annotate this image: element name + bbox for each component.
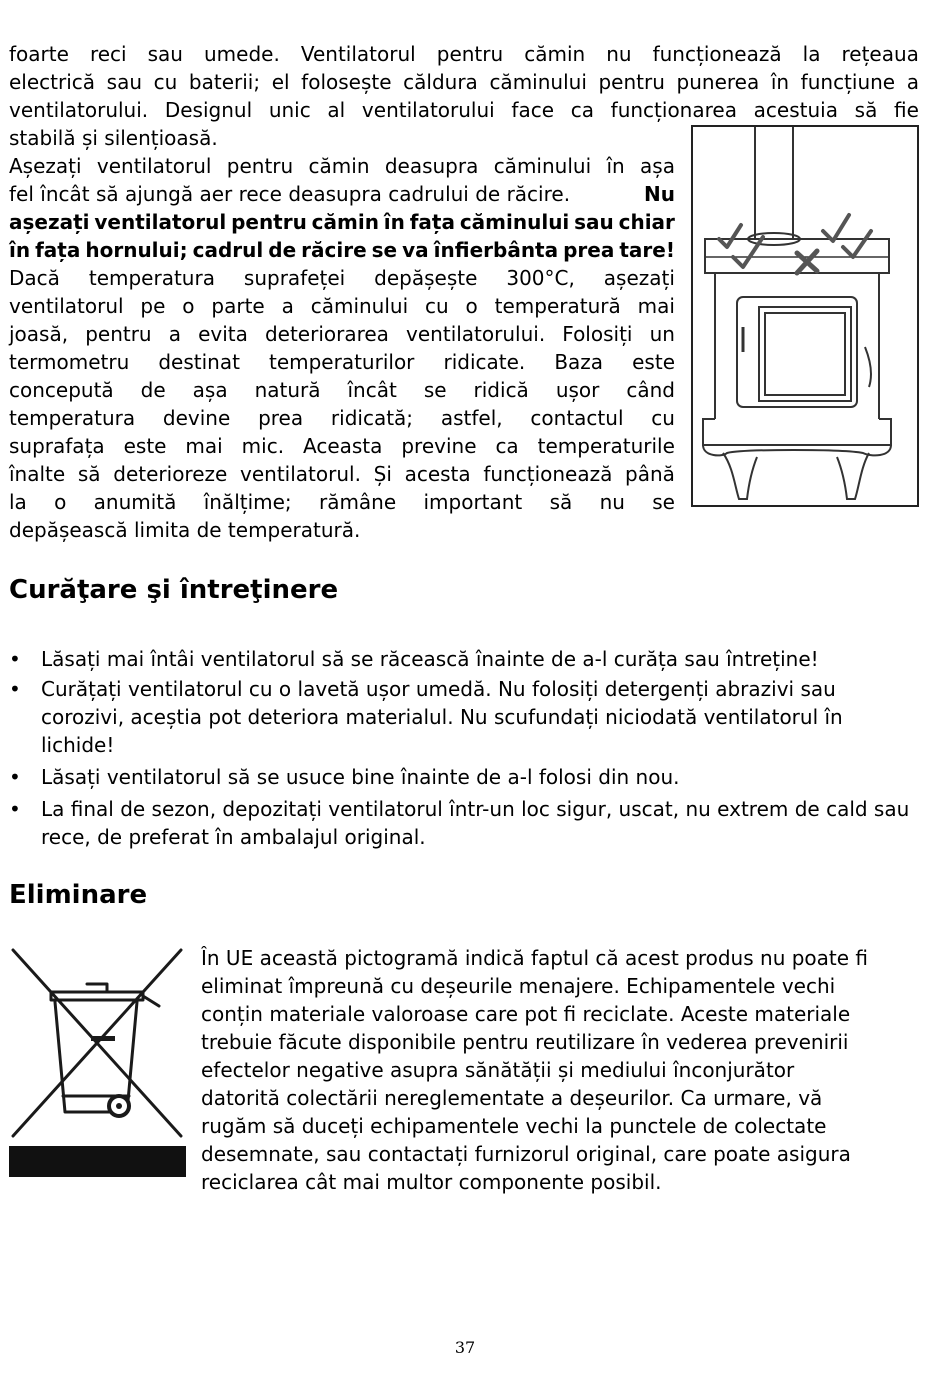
disposal-line: conțin materiale valoroase care pot fi reciclate. Aceste materiale — [201, 1002, 851, 1026]
page-number: 37 — [454, 1338, 476, 1357]
intro-line: ventilatorului. Designul unic al ventilatorului face ca funcționarea acestuia să fie — [9, 98, 919, 122]
placement-warning-line: în fața hornului; cadrul de răcire se va înfierbânta prea tare! — [9, 238, 675, 262]
bullet-icon: • — [9, 677, 21, 701]
placement-line: ventilatorul pe o parte a căminului cu o temperatură mai — [9, 294, 675, 318]
intro-line: foarte reci sau umede. Ventilatorul pentru cămin nu funcționează la rețeaua — [9, 42, 919, 66]
disposal-heading: Eliminare — [9, 880, 148, 910]
placement-warning-line: așezați ventilatorul pentru cămin în fața căminului sau chiar — [9, 210, 675, 234]
bullet-text: La final de sezon, depozitați ventilatorul într-un loc sigur, uscat, nu extrem de cald sau rece, de preferat în ambalajul original. — [41, 797, 910, 849]
placement-line: la o anumită înălțime; rămâne important să nu se — [9, 490, 675, 514]
placement-line: concepută de așa natură încât se ridică ușor când — [9, 378, 675, 402]
bullet-icon: • — [9, 797, 21, 821]
placement-line: termometru destinat temperaturilor ridicate. Baza este — [9, 350, 675, 374]
disposal-line: reciclarea cât mai multor componente posibil. — [201, 1170, 662, 1194]
placement-line: temperatura devine prea ridicată; astfel, contactul cu — [9, 406, 675, 430]
placement-line — [9, 180, 675, 208]
disposal-line: În UE această pictogramă indică faptul că acest produs nu poate fi — [201, 946, 869, 970]
placement-line: joasă, pentru a evita deteriorarea ventilatorului. Folosiți un — [9, 322, 675, 346]
placement-line: Dacă temperatura suprafeței depășește 300°C, așezați — [9, 266, 675, 290]
stove-placement-illustration — [691, 125, 919, 507]
disposal-line: datorită colectării nereglementate a deșeurilor. Ca urmare, vă — [201, 1086, 823, 1110]
placement-line: suprafața este mai mic. Aceasta previne ca temperaturile — [9, 434, 675, 458]
bullet-icon: • — [9, 765, 21, 789]
disposal-paragraph — [201, 944, 868, 1196]
disposal-line: eliminat împreună cu deșeurile menajere. Echipamentele vechi — [201, 974, 836, 998]
disposal-line: desemnate, sau contactați furnizorul original, care poate asigura — [201, 1142, 851, 1166]
bullet-text: Lăsați mai întâi ventilatorul să se răcească înainte de a-l curăța sau întreține! — [41, 647, 819, 671]
disposal-line: trebuie făcute disponibile pentru reutilizare în vederea prevenirii — [201, 1030, 849, 1054]
cleaning-heading: Curăţare şi întreţinere — [9, 575, 339, 605]
placement-line: Așezați ventilatorul pentru cămin deasupra căminului în așa — [9, 154, 675, 178]
disposal-line: efectelor negative asupra sănătății și mediului înconjurător — [201, 1058, 795, 1082]
crossed-out-wheelie-bin-icon — [9, 946, 186, 1177]
intro-line: stabilă și silențioasă. — [9, 126, 218, 150]
placement-line-text: fel încât să ajungă aer rece deasupra cadrului de răcire. — [9, 182, 571, 206]
placement-warning-start: Nu — [644, 182, 675, 206]
disposal-line: rugăm să duceți echipamentele vechi la punctele de colectate — [201, 1114, 827, 1138]
intro-line: electrică sau cu baterii; el folosește căldura căminului pentru punerea în funcțiune a — [9, 70, 919, 94]
bullet-icon: • — [9, 647, 21, 671]
bullet-text: Lăsați ventilatorul să se usuce bine înainte de a-l folosi din nou. — [41, 765, 680, 789]
placement-line: depășească limita de temperatură. — [9, 518, 361, 542]
bullet-text: Curățați ventilatorul cu o lavetă ușor umedă. Nu folosiți detergenți abrazivi sau corozivi, aceștia pot deteriora materialul. Nu scufundați niciodată ventilatorul în lichide! — [41, 677, 843, 757]
placement-line: înalte să deterioreze ventilatorul. Și acesta funcționează până — [9, 462, 675, 486]
